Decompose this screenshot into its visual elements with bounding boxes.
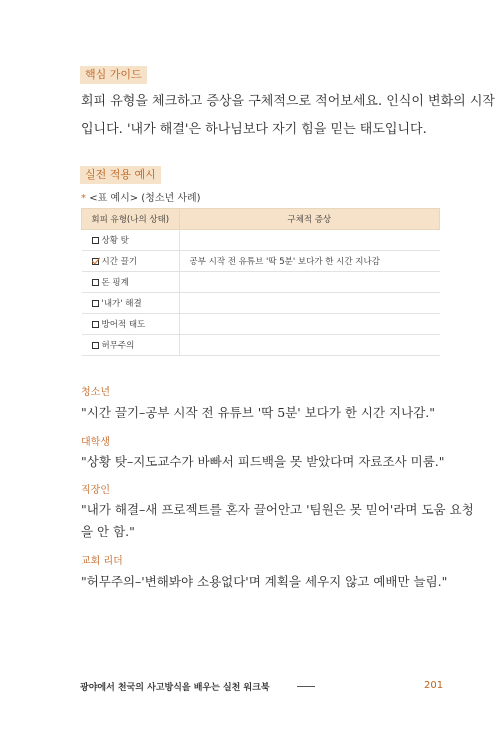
table-row [82,251,440,272]
guide-line: 회피 유형을 체크하고 증상을 구체적으로 적어보세요. 인식이 변화의 시작 [81,94,495,109]
table-row [82,314,440,335]
footer-book-title: 광야에서 천국의 사고방식을 배우는 실천 워크북 [80,683,270,693]
type-cell [82,293,180,314]
example-tag: 실전 적용 예시 [80,166,161,184]
guide-line: 입니다. '내가 해결'은 하나님보다 자기 힘을 믿는 태도입니다. [81,122,427,137]
symptom-cell[interactable] [179,230,440,251]
case-role: 청소년 [81,387,110,398]
type-label: 방어적 태도 [101,320,146,330]
type-label: '내가' 해결 [101,299,142,309]
checkbox[interactable] [92,342,99,349]
case-quote: 을 안 함." [81,524,135,539]
avoidance-table [81,208,440,356]
type-cell [82,251,180,272]
symptom-cell[interactable] [179,314,440,335]
header-symptom: 구체적 증상 [179,209,440,230]
case-role: 대학생 [81,437,110,448]
table-row [82,272,440,293]
type-label: 상황 탓 [101,236,129,246]
case-role: 직장인 [81,485,110,496]
guide-tag: 핵심 가이드 [80,66,147,84]
case-role: 교회 리더 [81,556,123,567]
table-row [82,293,440,314]
table-row [82,230,440,251]
case-quote: "상황 탓–지도교수가 바빠서 피드백을 못 받았다며 자료조사 미룸." [81,454,445,469]
checkbox-checked[interactable] [92,258,99,265]
type-cell [82,314,180,335]
header-type: 회피 유형(나의 상태) [82,209,180,230]
type-label: 돈 핑계 [101,278,129,288]
type-cell [82,272,180,293]
checkbox[interactable] [92,279,99,286]
table-header-row [82,209,440,230]
type-label: 시간 끌기 [101,257,138,267]
guide-text [81,88,495,144]
case-quote: "허무주의–'변해봐야 소용없다'며 계획을 세우지 않고 예배만 늘림." [81,574,448,589]
symptom-cell[interactable]: 공부 시작 전 유튜브 '딱 5분' 보다가 한 시간 지나감 [179,251,440,272]
page-number: 201 [424,680,444,691]
checkbox[interactable] [92,300,99,307]
caption-text: <표 예시> (청소년 사례) [89,193,201,204]
footer-rule [297,686,315,687]
type-cell [82,230,180,251]
checkbox[interactable] [92,237,99,244]
case-quote: "시간 끌기–공부 시작 전 유튜브 '딱 5분' 보다가 한 시간 지나감." [81,405,436,420]
symptom-cell[interactable] [179,293,440,314]
case-quote: "내가 해결–새 프로젝트를 혼자 끌어안고 '팀원은 못 믿어'라며 도움 요청 [81,502,474,517]
type-cell [82,335,180,356]
table-row [82,335,440,356]
table-caption [81,189,201,204]
symptom-cell[interactable] [179,335,440,356]
checkbox[interactable] [92,321,99,328]
symptom-cell[interactable] [179,272,440,293]
type-label: 허무주의 [101,341,135,351]
caption-star: * [81,193,86,204]
